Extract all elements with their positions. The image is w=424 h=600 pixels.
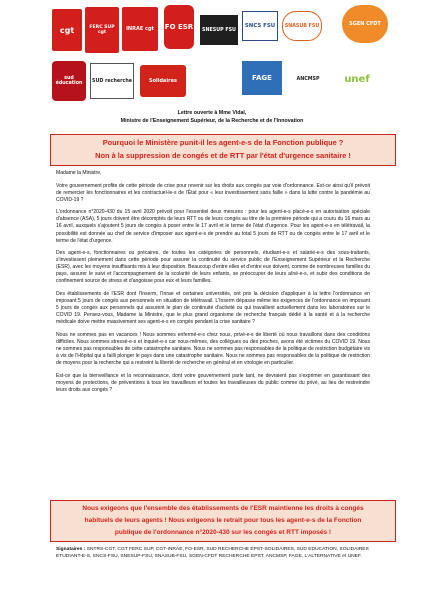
- paragraph: L'ordonnance n°2020-430 du 15 avril 2020 prévoit pour l'essentiel deux mesures : pour les agent-e-s placé-e-s en autorisation spéciale d'absence (ASA), 5 jours doivent être décomptés de leurs RTT ou de leurs congés au titre de la première période qui a couru du 16 mars au 16 avril, auxquels s'ajoutent 5 jours de congés à poser entre le 17 avril et le terme de l'état d'urgence. Pour les agent-e-s en télétravail, la possibilité est donnée au chef de service d'imposer aux agent-e-s de prendre au total 5 jours de RTT ou de congés entre le 17 avril et le terme de l'état d'urgence.: [56, 209, 370, 244]
- letter-heading: [0, 110, 424, 125]
- paragraph: Est-ce que la bienveillance et la reconnaissance, dont votre gouvernement parle tant, ne devraient pas s'exprimer en garantissant des moyens de protections, de préventions à tous les travailleurs et toutes les travailleuses du public comme du privé, au lieu de restreindre leurs droits aux congés ?: [56, 372, 370, 393]
- logo-cgt-ferc-sup: FERC SUP cgt: [85, 7, 119, 53]
- logo-unef: unef: [334, 63, 380, 95]
- signatories-list: SNTRS-CGT, CGT FERC SUP, CGT-INRAE, FO-ESR, SUD RECHERCHE EPST-SOLIDAIRES, SUD EDUCATION, SOLIDAIRES ETUDIANT-E-S, SNCS-FSU, SNESUP-FSU, SNASUB-FSU, SGEN-CFDT RECHERCHE EPST, ANCMSP, FAGE, L'ALTERNATIVE et UNEF.: [56, 547, 369, 559]
- demand-line-3: publique de l'ordonnance n°2020-430 sur les congés et RTT imposés !: [114, 529, 332, 536]
- title-line-2: Non à la suppression de congés et de RTT par l'état d'urgence sanitaire !: [95, 150, 351, 160]
- paragraph: Votre gouvernement profite de cette période de crise pour revenir sur les droits aux congés par voie d'ordonnance. Est-ce ainsi qu'il prévoit de remercier les fonctionnaires et les contractuel-le-s de l'État pour « leur investissement sans faille » dans la lutte contre la pandémie au COVID-19 ?: [56, 182, 370, 203]
- salutation: Madame la Ministre,: [56, 170, 102, 176]
- paragraph: Nous ne sommes pas en vacances ! Nous sommes enfermé-e-s chez nous, privé-e-s de liberté où nous travaillons dans des conditions difficiles. Nous sommes stressé-e-s et inquiet-e-s car nous-mêmes, des collègues ou des proches, avons été victimes du COVID 19. Nous ne sommes pas responsables de cette catastrophe sanitaire. Nous ne sommes pas responsables de la politique de restriction budgétaire vis à vis de l'Hôpital qui a failli plonger le pays dans une catastrophe sanitaire. Nous ne sommes pas responsables de la politique de restriction de moyens pour la recherche qui a restreint la liberté de recherche en général et en virologie en particulier.: [56, 331, 370, 367]
- title-banner: [50, 134, 396, 166]
- demand-line-2: habituels de leurs agents ! Nous exigeons le retrait pour tous les agent-e-s de la Fonction: [84, 517, 362, 524]
- logo-sud-education: sud éducation: [52, 61, 86, 101]
- signatories: [56, 546, 370, 560]
- paragraph: Des agent-e-s, fonctionnaires ou précaires, de toutes les catégories de personnels, étudiant-e-s et salarié-e-s des sous-traitants, s'investissent pleinement dans cette période pour assurer la continuité du service public de l'Enseignement Supérieur et la Recherche (ESR), avec les moyens insuffisants mis à leur disposition. Beaucoup d'entre elles et d'entre eux doivent, comme de nombreuses familles du pays, assurer le suivi et l'accompagnement de la scolarité de leurs enfants, se préoccuper de leurs aîné-e-s, et subir des conditions de confinement source de stress et d'angoisse pour eux et leurs familles.: [56, 250, 370, 285]
- logo-fage: FAGE: [242, 61, 282, 95]
- logo-solidaires: Solidaires: [140, 65, 186, 97]
- logo-cgt: cgt: [52, 9, 82, 51]
- logo-fo-esr: FO ESR: [164, 5, 194, 49]
- paragraph: Des établissements de l'ESR dont l'Inserm, l'Inrae et certaines universités, ont pris la décision d'appliquer à la lettre l'ordonnance en imposant 5 jours de congés aux personnels en situation de télétravail. L'Inserm dépasse même les exigences de l'ordonnance en imposant 5 jours de congés aux personnels qui assurent le plan de continuité d'activité ou qui travaillent actuellement dans les laboratoires sur le COVID 19. Pensez-vous, Madame la Ministre, que le plus grand organisme de recherche français dédié à la santé et à la recherche médicale doive mettre massivement ses agent-e-s en congés pendant la crise sanitaire ?: [56, 291, 370, 326]
- logo-sncs-fsu: SNCS FSU: [242, 11, 278, 41]
- heading-line-2: Ministre de l'Enseignement Supérieur, de la Recherche et de l'Innovation: [120, 117, 304, 124]
- logo-cgt-inrae: INRAE cgt: [122, 7, 158, 51]
- signatories-label: Signataires :: [56, 547, 86, 552]
- title-line-1: Pourquoi le Ministère punit-il les agent-e-s de la Fonction publique ?: [102, 138, 344, 147]
- heading-line-1: Lettre ouverte à Mme Vidal,: [177, 110, 247, 116]
- letter-body: [56, 170, 370, 399]
- union-logos: [52, 5, 394, 107]
- logo-sgen-cfdt: SGEN CFDT: [342, 5, 388, 43]
- demand-banner: [50, 500, 396, 542]
- logo-snasub-fsu: SNASUB FSU: [282, 11, 322, 41]
- logo-snesup-fsu: SNESUP FSU: [200, 15, 238, 45]
- logo-sud-recherche: SUD recherche: [90, 63, 134, 99]
- logo-ancmsp: ANCMSP: [290, 65, 326, 93]
- demand-line-1: Nous exigeons que l'ensemble des établissements de l'ESR maintienne les droits à congés: [82, 505, 364, 512]
